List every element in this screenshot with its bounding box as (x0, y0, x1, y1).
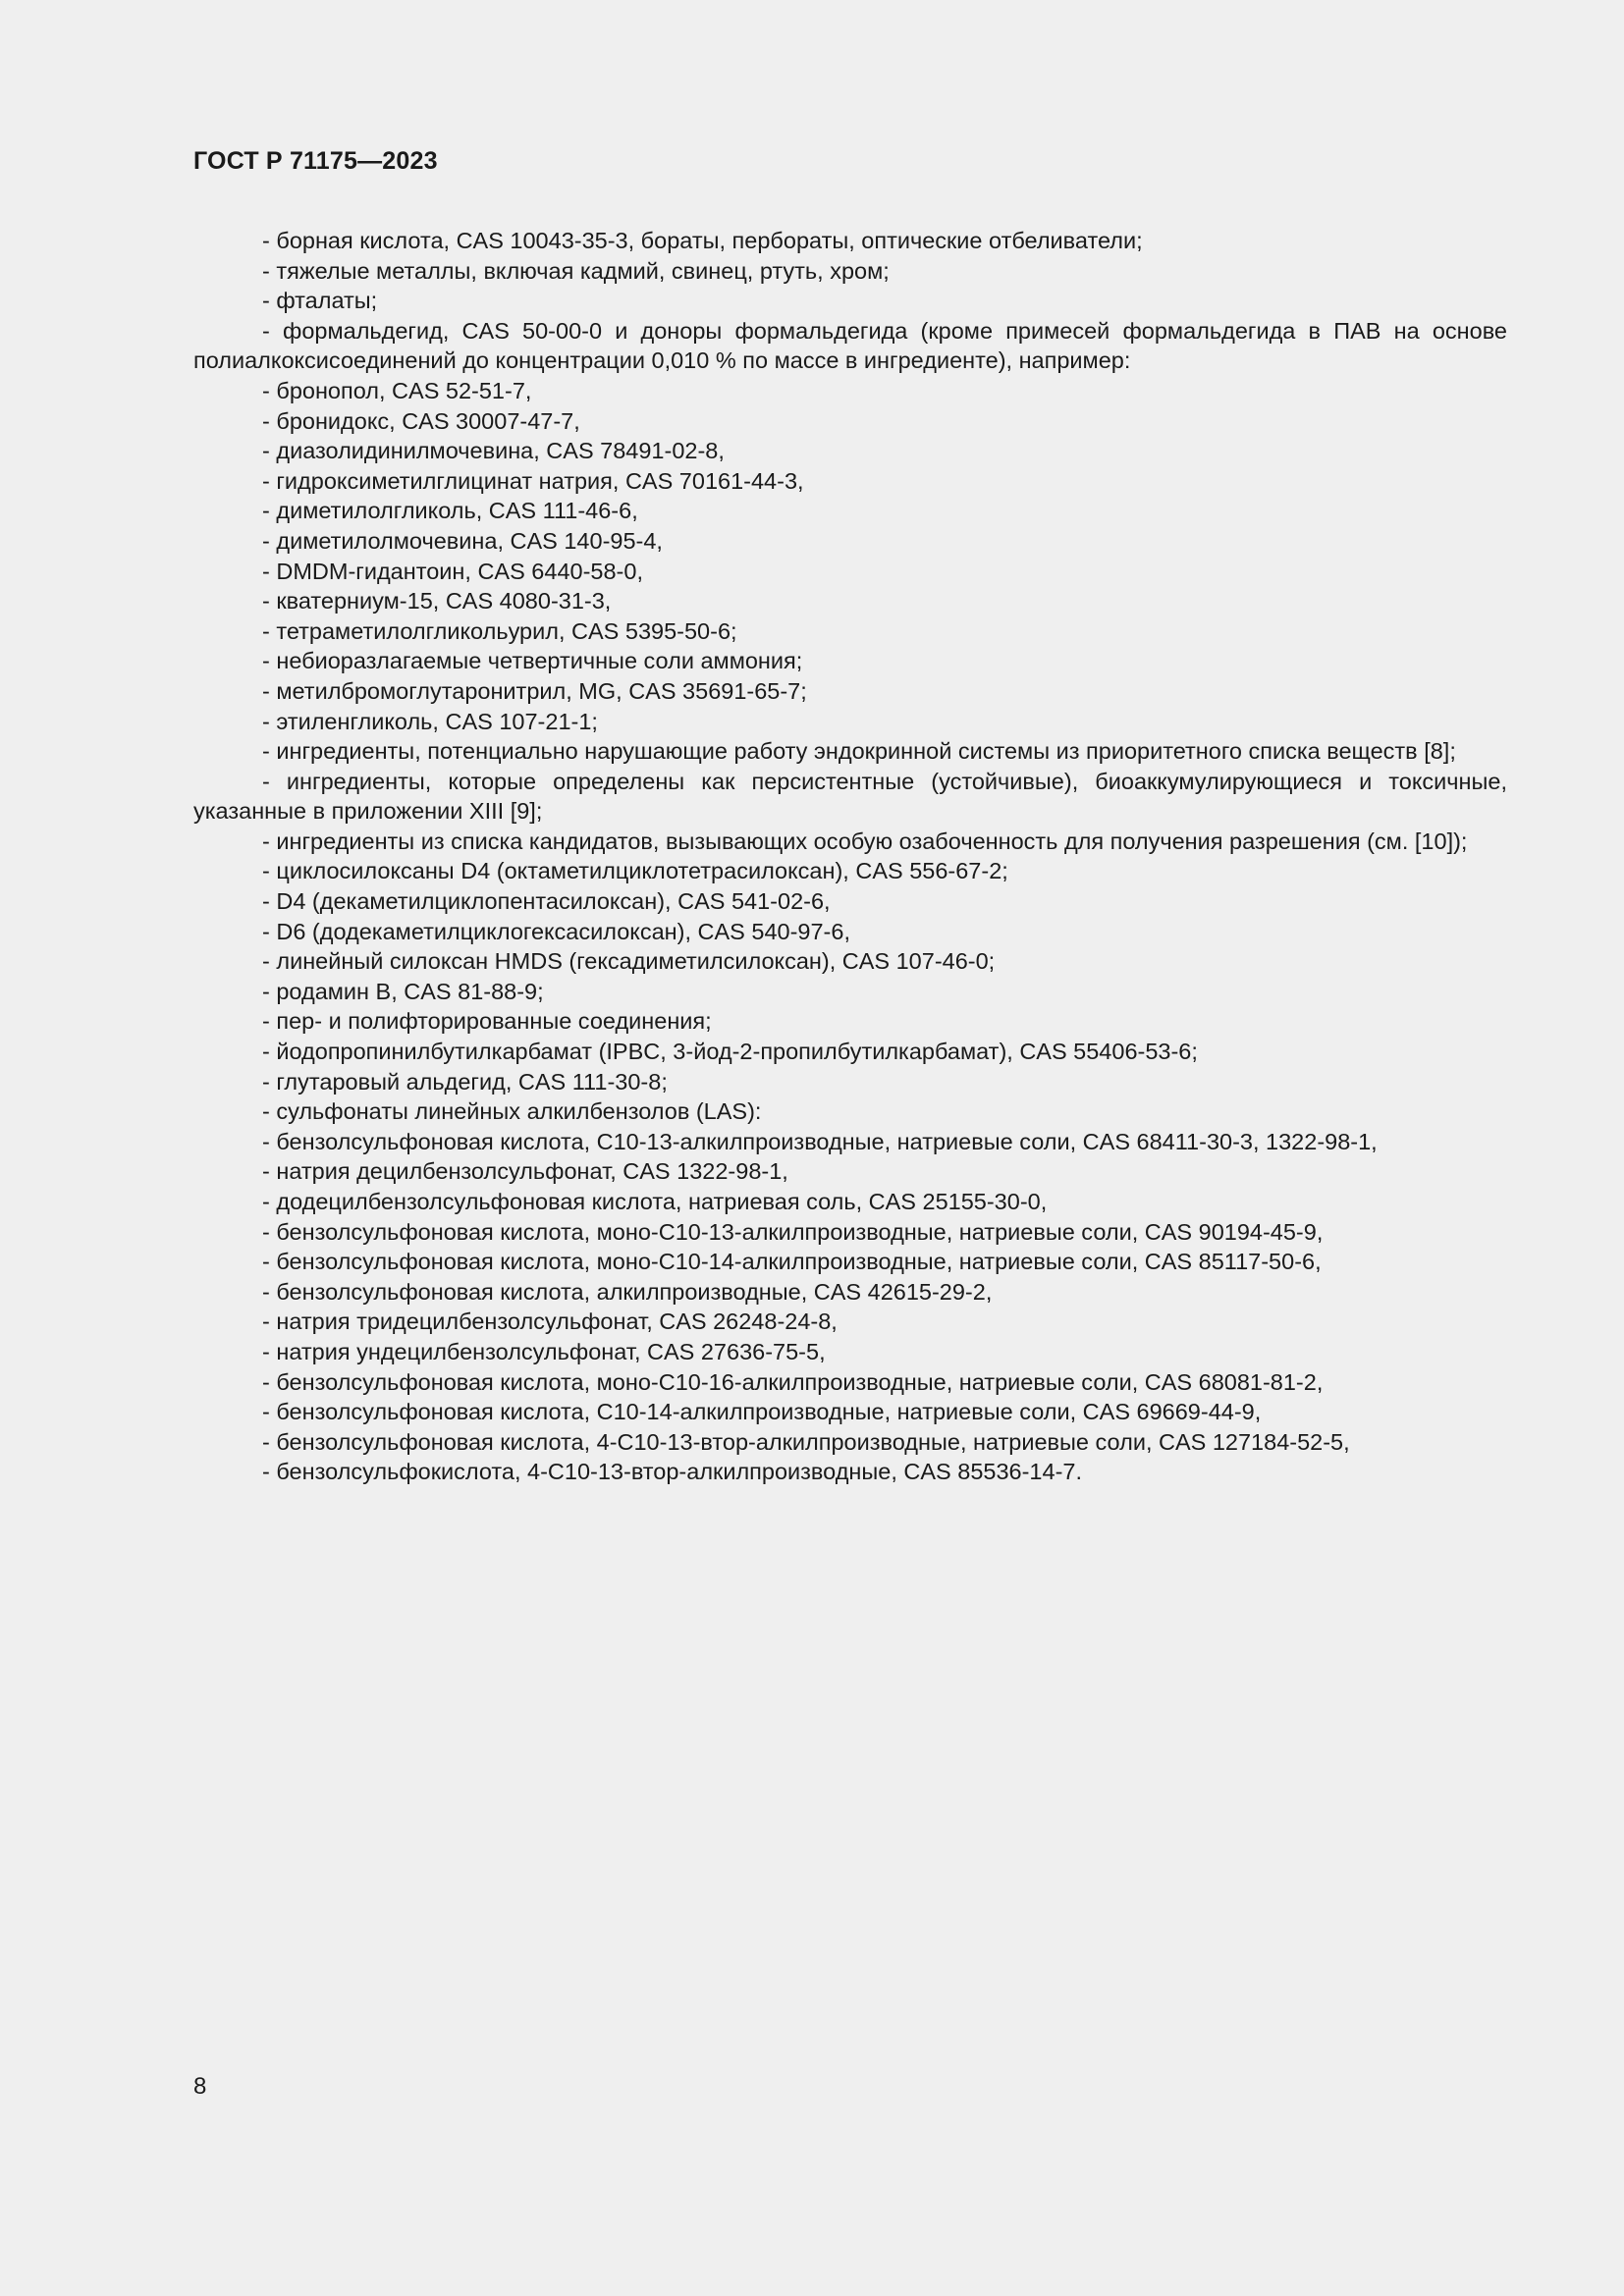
list-item: - тяжелые металлы, включая кадмий, свинец, ртуть, хром; (262, 257, 890, 284)
list-item: - диметилолгликоль, CAS 111-46-6, (262, 498, 638, 524)
page-number: 8 (193, 2073, 207, 2100)
list-item: - небиоразлагаемые четвертичные соли аммония; (262, 648, 803, 674)
list-item: - диметилолмочевина, CAS 140-95-4, (262, 527, 663, 554)
list-item: - ингредиенты, потенциально нарушающие работу эндокринной системы из приоритетного списка веществ [8]; (262, 738, 1456, 765)
list-item: - этиленгликоль, CAS 107-21-1; (262, 708, 598, 734)
list-item: - бензолсульфокислота, 4-C10-13-втор-алкилпроизводные, CAS 85536-14-7. (262, 1459, 1082, 1485)
list-item: - циклосилоксаны D4 (октаметилциклотетрасилоксан), CAS 556-67-2; (262, 858, 1008, 884)
list-item: - DMDM-гидантоин, CAS 6440-58-0, (262, 558, 643, 584)
list-item: - ингредиенты, которые определены как персистентные (устойчивые), биоаккумулирующиеся и токсичные, указанные в приложении XIII [9]; (193, 768, 1507, 825)
list-item: - додецилбензолсульфоновая кислота, натриевая соль, CAS 25155-30-0, (262, 1189, 1048, 1214)
list-item: - метилбромоглутаронитрил, MG, CAS 35691-65-7; (262, 677, 807, 704)
list-item: - бензолсульфоновая кислота, моно-C10-16-алкилпроизводные, натриевые соли, CAS 68081-81-2, (262, 1368, 1324, 1395)
list-item: - натрия ундецилбензолсульфонат, CAS 27636-75-5, (262, 1338, 826, 1364)
list-item: - бензолсульфоновая кислота, моно-C10-14-алкилпроизводные, натриевые соли, CAS 85117-50-6, (262, 1249, 1322, 1275)
list-item: - бронидокс, CAS 30007-47-7, (262, 407, 580, 434)
list-item: - бронопол, CAS 52-51-7, (262, 377, 532, 403)
list-item: - сульфонаты линейных алкилбензолов (LAS): (262, 1098, 762, 1125)
list-item: - глутаровый альдегид, CAS 111-30-8; (262, 1068, 668, 1095)
list-item: - натрия тридецилбензолсульфонат, CAS 26248-24-8, (262, 1308, 838, 1335)
list-item: - диазолидинилмочевина, CAS 78491-02-8, (262, 438, 725, 464)
list-item: - пер- и полифторированные соединения; (262, 1008, 712, 1035)
list-item: - натрия децилбензолсульфонат, CAS 1322-98-1, (262, 1158, 788, 1185)
list-item: - гидроксиметилглицинат натрия, CAS 70161-44-3, (262, 467, 804, 494)
list-item: - бензолсульфоновая кислота, C10-14-алкилпроизводные, натриевые соли, CAS 69669-44-9, (262, 1399, 1262, 1425)
list-item: - кватерниум-15, CAS 4080-31-3, (262, 588, 612, 614)
list-item: - борная кислота, CAS 10043-35-3, бораты, пербораты, оптические отбеливатели; (262, 228, 1143, 253)
document-body (193, 226, 1507, 1487)
list-item: - йодопропинилбутилкарбамат (IPBC, 3-йод-2-пропилбутилкарбамат), CAS 55406-53-6; (262, 1039, 1198, 1065)
list-item: - бензолсульфоновая кислота, алкилпроизводные, CAS 42615-29-2, (262, 1278, 993, 1305)
list-item: - линейный силоксан HMDS (гексадиметилсилоксан), CAS 107-46-0; (262, 948, 996, 975)
list-item: - бензолсульфоновая кислота, моно-C10-13-алкилпроизводные, натриевые соли, CAS 90194-45-9, (262, 1218, 1324, 1245)
list-item: - ингредиенты из списка кандидатов, вызывающих особую озабоченность для получения разрешения (см. [10]); (262, 828, 1468, 854)
document-header: ГОСТ Р 71175—2023 (193, 147, 438, 175)
list-item: - бензолсульфоновая кислота, C10-13-алкилпроизводные, натриевые соли, CAS 68411-30-3, 1322-98-1, (262, 1128, 1378, 1154)
list-item: - формальдегид, CAS 50-00-0 и доноры формальдегида (кроме примесей формальдегида в ПАВ на основе полиалкоксисоединений до концентрации 0,010 % по массе в ингредиенте), например: (193, 317, 1507, 374)
list-item: - родамин B, CAS 81-88-9; (262, 978, 544, 1004)
list-item: - тетраметилолгликольурил, CAS 5395-50-6; (262, 617, 737, 644)
list-item: - D4 (декаметилциклопентасилоксан), CAS 541-02-6, (262, 888, 831, 915)
list-item: - D6 (додекаметилциклогексасилоксан), CAS 540-97-6, (262, 918, 850, 944)
list-item: - бензолсульфоновая кислота, 4-C10-13-втор-алкилпроизводные, натриевые соли, CAS 127184-52-5, (262, 1428, 1350, 1455)
list-item: - фталаты; (262, 288, 378, 314)
